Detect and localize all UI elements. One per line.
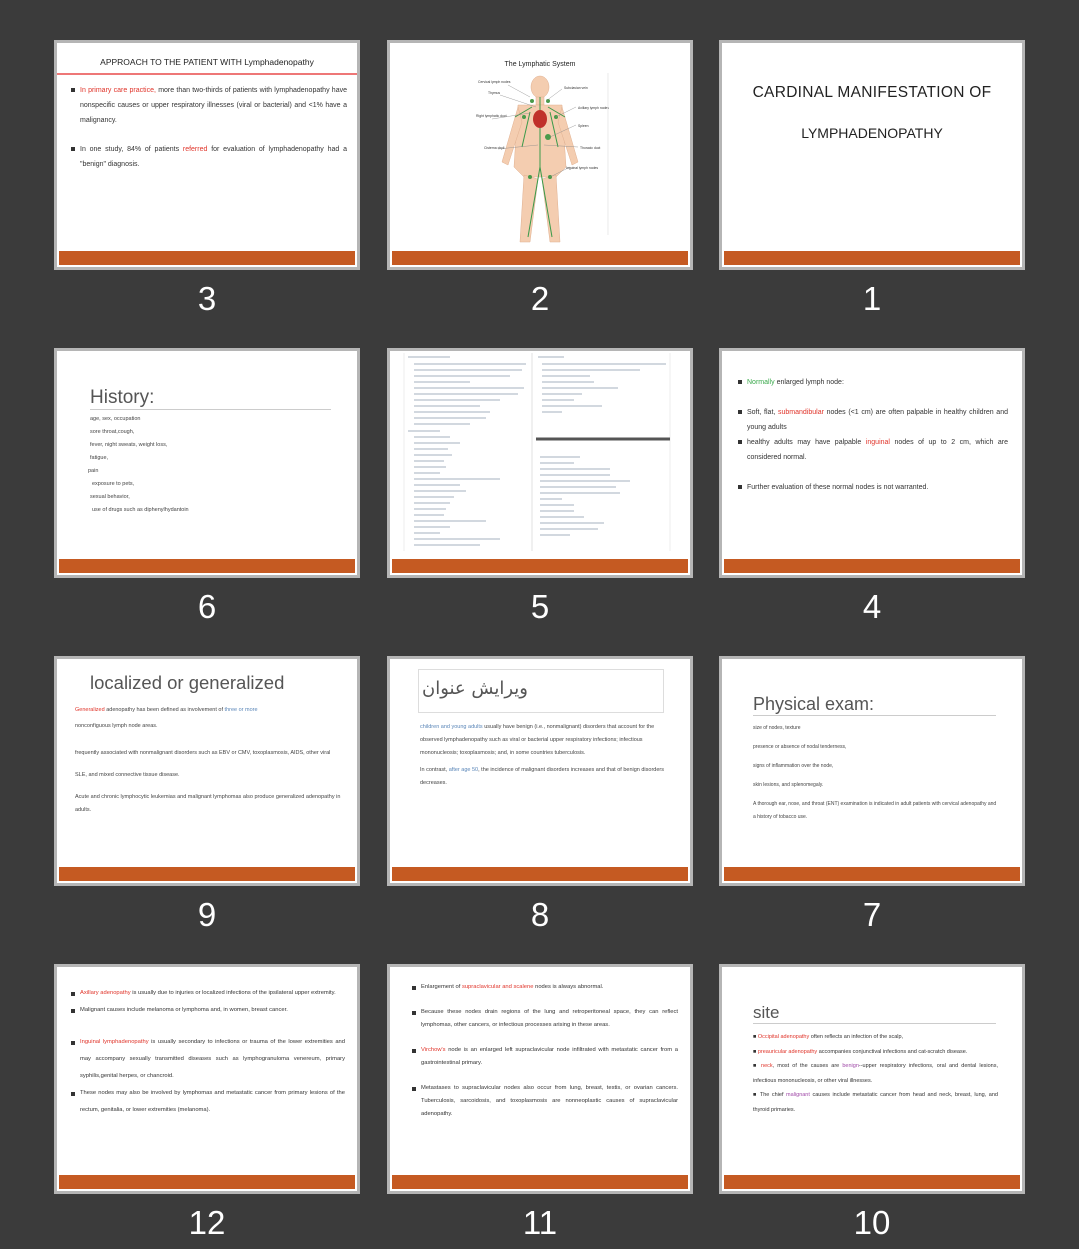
slide-number: 6 (197, 588, 217, 625)
footer-bar (392, 559, 688, 573)
slide-thumbnail-8[interactable] (387, 656, 693, 886)
slide-number: 7 (862, 896, 882, 933)
history-line: fever, night sweats, weight loss, (90, 442, 168, 448)
slide-number: 9 (197, 896, 217, 933)
slide-thumbnail-4[interactable] (719, 348, 1025, 578)
paragraph: children and young adults usually have benign (i.e., nonmalignant) disorders that account for the observed lymphadenopathy such as viral or bacterial upper respiratory infections; infectious mononucleosis; toxoplasmosis; and, in some countries tuberculosis. (420, 724, 655, 756)
slide-thumbnail-7[interactable] (719, 656, 1025, 886)
slide-thumbnail-3[interactable] (54, 40, 360, 270)
history-line: sexual behavior, (90, 494, 130, 500)
footer-bar (392, 867, 688, 881)
bullet: healthy adults may have palpable inguinal nodes of up to 2 cm, which are considered normal. (738, 435, 1008, 465)
slide-title-line2: LYMPHADENOPATHY (801, 125, 943, 141)
footer-bar (59, 867, 355, 881)
slide-title: Physical exam: (753, 694, 875, 714)
slide-thumbnail-12[interactable] (54, 964, 360, 1194)
slide-number: 8 (530, 896, 550, 933)
diagram-label: Cisterna chyli (484, 146, 505, 150)
lymphatic-system-illustration (390, 67, 690, 267)
history-line: sore throat,cough, (90, 429, 135, 435)
bullet: Axillary adenopathy is usually due to injuries or localized infections of the ipsilateral upper extremity. (71, 985, 345, 1002)
bullet: Soft, flat, submandibular nodes (<1 cm) are often palpable in healthy children and young adults (738, 405, 1008, 435)
slide-title: APPROACH TO THE PATIENT WITH Lymphadenopathy (100, 57, 314, 67)
bullet: Normally enlarged lymph node: (738, 375, 1008, 390)
slide-thumbnail-10[interactable] (719, 964, 1025, 1194)
slide-thumbnail-2[interactable] (387, 40, 693, 270)
slide-title: The Lymphatic System (504, 61, 576, 68)
footer-bar (724, 867, 1020, 881)
exam-line: skin lesions, and splenomegaly. (753, 782, 824, 788)
slide-title: History: (90, 387, 155, 408)
bullet: In primary care practice, more than two-thirds of patients with lymphadenopathy have nonspecific causes or upper respiratory illnesses (viral or bacterial) and <1% have a malignancy. (71, 83, 347, 128)
slide-thumbnail-6[interactable] (54, 348, 360, 578)
exam-line: presence or absence of nodal tenderness, (753, 744, 847, 750)
slide-number: 4 (862, 588, 882, 625)
history-line: exposure to pets, (92, 481, 135, 487)
diagram-label: Thymus (488, 91, 501, 95)
bullet: Enlargement of supraclavicular and scalene nodes is always abnormal. (412, 981, 678, 994)
footer-bar (724, 1175, 1020, 1189)
diagram-label: Inguinal lymph nodes (566, 166, 599, 170)
diagram-label: Subclavian vein (564, 86, 588, 90)
slide-number: 1 (862, 280, 882, 317)
exam-line: A thorough ear, nose, and throat (ENT) examination is indicated in adult patients with cervical adenopathy and a history of tobacco use. (753, 801, 997, 820)
paragraph: Acute and chronic lymphocytic leukemias and malignant lymphomas also produce generalized adenopathy in adults. (75, 794, 341, 813)
bullet: These nodes may also be involved by lymphomas and metastatic cancer from primary lesions of the rectum, genitalia, or lower extremities (melanoma). (71, 1085, 345, 1119)
bullet: Malignant causes include melanoma or lymphoma and, in women, breast cancer. (71, 1002, 345, 1019)
slide-number: 5 (530, 588, 550, 625)
bullet: Further evaluation of these normal nodes is not warranted. (738, 480, 1008, 495)
paragraph: frequently associated with nonmalignant disorders such as EBV or CMV, toxoplasmosis, AIDS, other viral (75, 750, 331, 756)
diagram-label: Right lymphatic duct (476, 114, 507, 118)
diagram-label: Thoracic duct (580, 146, 601, 150)
slide-number: 12 (188, 1204, 226, 1241)
bullet: Inguinal lymphadenopathy is usually secondary to infections or trauma of the lower extremities and may accompany sexually transmitted diseases such as lymphogranuloma venereum, primary syphilis,genital herpes, or chancroid. (71, 1034, 345, 1085)
site-line: ■ preauricular adenopathy accompanies conjunctival infections and cat-scratch disease. (753, 1048, 968, 1055)
footer-bar (59, 251, 355, 265)
slide-number: 10 (853, 1204, 891, 1241)
history-line: fatigue, (90, 455, 109, 461)
site-line: ■ neck, most of the causes are benign--upper respiratory infections, oral and dental lesions, infectious mononucleosis, or other viral illnesses. (753, 1063, 998, 1084)
exam-line: size of nodes, texture (753, 725, 801, 731)
bullet: Metastases to supraclavicular nodes also occur from lung, breast, testis, or ovarian cancers. Tuberculosis, sarcoidosis, and toxoplasmosis are nonneoplastic causes of supraclavicular adenopathy. (412, 1082, 678, 1121)
footer-bar (392, 251, 688, 265)
footer-bar (59, 1175, 355, 1189)
slide-thumbnail-9[interactable] (54, 656, 360, 886)
paragraph: SLE, and mixed connective tissue disease. (75, 772, 180, 778)
footer-bar (724, 251, 1020, 265)
slide-title-placeholder[interactable]: ویرایش عنوان (418, 669, 664, 713)
site-line: ■ The chief malignant causes include metastatic cancer from head and neck, breast, lung, and thyroid primaries. (753, 1092, 998, 1113)
footer-bar (59, 559, 355, 573)
bullet: Virchow's node is an enlarged left supraclavicular node infiltrated with metastatic cancer from a gastrointestinal primary. (412, 1044, 678, 1070)
history-line: pain (88, 468, 99, 474)
paragraph: nonconfiguous lymph node areas. (75, 723, 158, 729)
diagram-label: Axillary lymph nodes (578, 106, 610, 110)
history-line: use of drugs such as diphenylhydantoin (92, 507, 189, 513)
slide-title-line1: CARDINAL MANIFESTATION OF (752, 84, 992, 101)
slide-number: 3 (197, 280, 217, 317)
paragraph: In contrast, after age 50, the incidence of malignant disorders increases and that of benign disorders decreases. (420, 767, 664, 786)
exam-line: signs of inflammation over the node, (753, 763, 834, 769)
diagram-label: Spleen (578, 124, 589, 128)
history-line: age, sex, occupation (90, 416, 141, 422)
footer-bar (392, 1175, 688, 1189)
site-line: ■ Occipital adenopathy often reflects an infection of the scalp, (753, 1034, 904, 1040)
slide-thumbnail-1[interactable] (719, 40, 1025, 270)
slide-number: 11 (522, 1204, 558, 1241)
diagram-label: Cervical lymph nodes (478, 80, 511, 84)
slide-thumbnail-5[interactable] (387, 348, 693, 578)
slide-thumbnail-11[interactable] (387, 964, 693, 1194)
bullet: In one study, 84% of patients referred for evaluation of lymphadenopathy had a "benign" diagnosis. (71, 142, 347, 172)
bullet: Because these nodes drain regions of the lung and retroperitoneal space, they can reflect lymphomas, other cancers, or infectious processes arising in these areas. (412, 1006, 678, 1032)
slide-number: 2 (530, 280, 550, 317)
footer-bar (724, 559, 1020, 573)
slide-title: localized or generalized (90, 672, 285, 693)
paragraph: Generalized adenopathy has been defined as involvement of three or more (75, 707, 258, 713)
dense-text-placeholder (390, 351, 690, 556)
slide-title: site (753, 1003, 780, 1022)
